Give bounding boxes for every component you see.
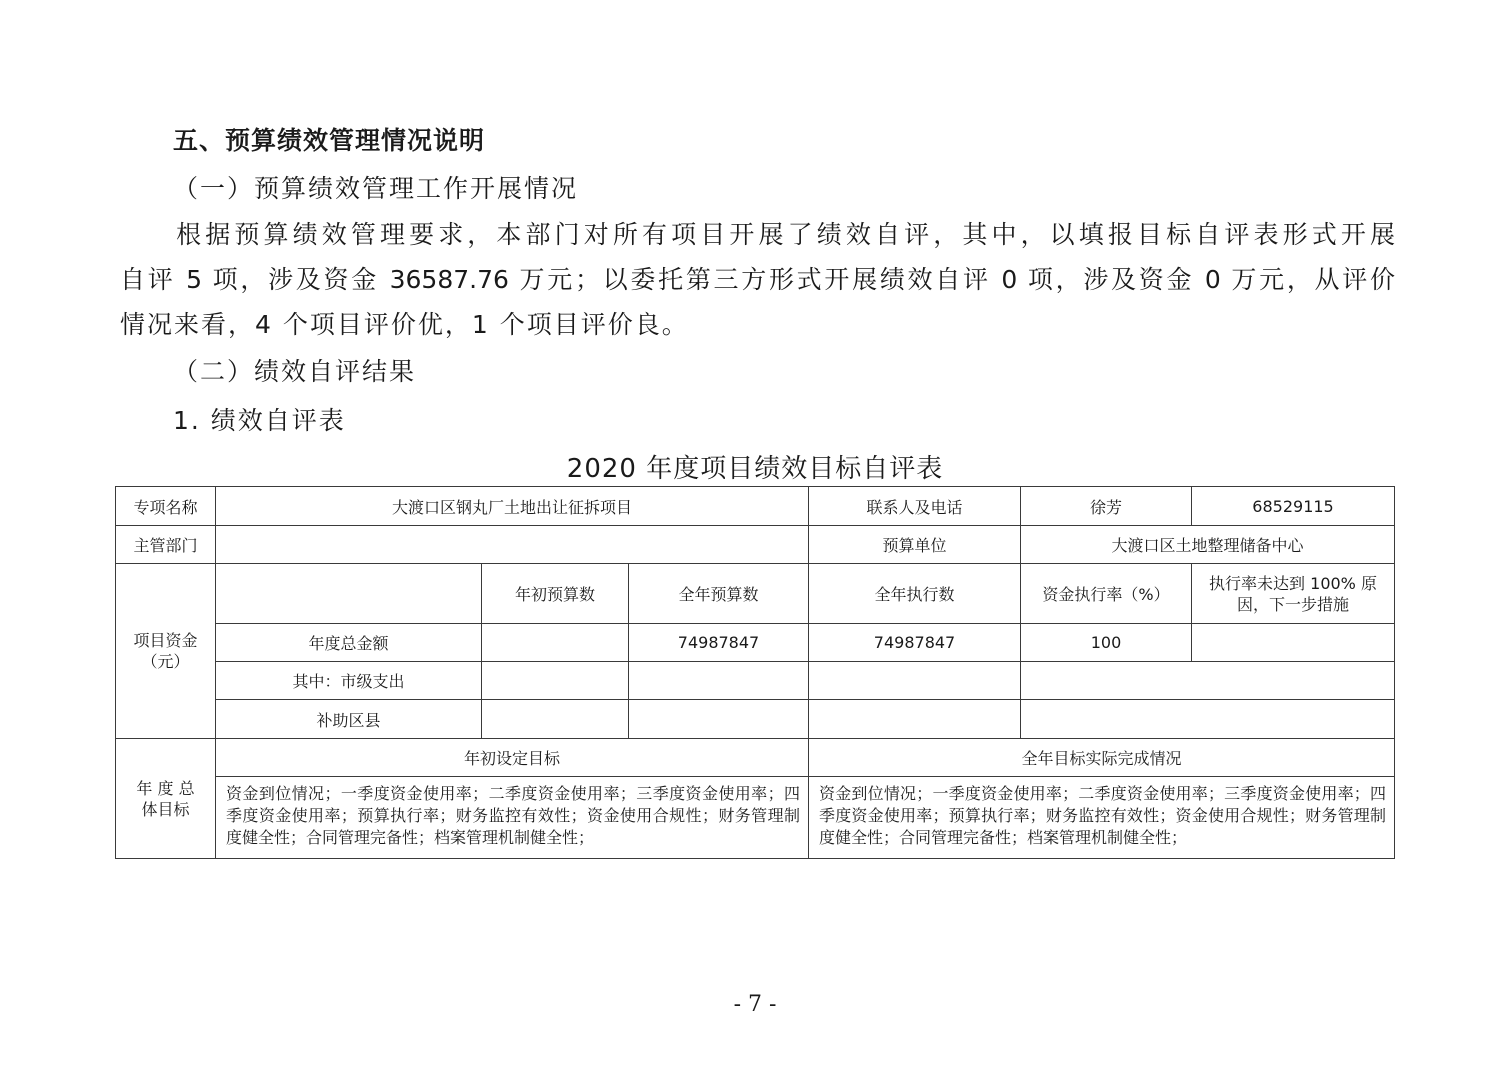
actual-goal-text: 资金到位情况；一季度资金使用率；二季度资金使用率；三季度资金使用率；四季度资金使用率；预算执行率；财务监控有效性；资金使用合规性；财务管理制度健全性；合同管理完备性；档案管理机制健全性； — [809, 777, 1395, 859]
row-label: 年度总金额 — [216, 624, 482, 662]
paragraph-line-1: 根据预算绩效管理要求，本部门对所有项目开展了绩效自评，其中，以填报目标自评表形式开展 — [172, 220, 1395, 249]
table-row — [116, 700, 1395, 739]
subheading-results: （二）绩效自评结果 — [173, 357, 417, 386]
actual-goal-header: 全年目标实际完成情况 — [809, 739, 1395, 777]
self-evaluation-table — [115, 486, 1395, 859]
row-exec — [809, 700, 1021, 739]
row-exec: 74987847 — [809, 624, 1021, 662]
col-rate-header: 资金执行率（%） — [1021, 564, 1192, 624]
row-reason — [1192, 624, 1395, 662]
project-name-label: 专项名称 — [116, 487, 216, 526]
budget-unit-label: 预算单位 — [809, 526, 1021, 564]
table-title: 2020 年度项目绩效目标自评表 — [566, 454, 944, 484]
row-initial — [482, 662, 629, 700]
row-rate — [1021, 700, 1395, 739]
dept-value — [216, 526, 809, 564]
row-initial — [482, 700, 629, 739]
initial-goal-header: 年初设定目标 — [216, 739, 809, 777]
subheading-work: （一）预算绩效管理工作开展情况 — [173, 174, 579, 203]
table-row — [116, 564, 1395, 624]
table-row — [116, 526, 1395, 564]
paragraph-line-2: 自评 5 项，涉及资金 36587.76 万元；以委托第三方形式开展绩效自评 0 项，涉及资金 0 万元，从评价 — [120, 265, 1395, 294]
col-full-header: 全年预算数 — [629, 564, 809, 624]
contact-label: 联系人及电话 — [809, 487, 1021, 526]
col-exec-header: 全年执行数 — [809, 564, 1021, 624]
row-full — [629, 700, 809, 739]
row-rate: 100 — [1021, 624, 1192, 662]
col-reason-header: 执行率未达到 100% 原因，下一步措施 — [1192, 564, 1395, 624]
annual-goal-label: 年 度 总体目标 — [116, 739, 216, 859]
empty-cell — [216, 564, 482, 624]
row-initial — [482, 624, 629, 662]
section-heading: 五、预算绩效管理情况说明 — [173, 126, 486, 155]
row-full — [629, 662, 809, 700]
contact-phone: 68529115 — [1192, 487, 1395, 526]
row-rate — [1021, 662, 1395, 700]
page-number: - 7 - — [733, 992, 777, 1017]
subheading-table: 1. 绩效自评表 — [173, 406, 346, 435]
col-initial-header: 年初预算数 — [482, 564, 629, 624]
table-row — [116, 662, 1395, 700]
table-row — [116, 739, 1395, 777]
budget-unit-value: 大渡口区土地整理储备中心 — [1021, 526, 1395, 564]
summary-paragraph — [120, 212, 1395, 347]
row-label: 其中：市级支出 — [216, 662, 482, 700]
contact-name: 徐芳 — [1021, 487, 1192, 526]
table-row — [116, 777, 1395, 859]
table-row — [116, 487, 1395, 526]
funds-label: 项目资金（元） — [116, 564, 216, 739]
paragraph-line-3: 情况来看，4 个项目评价优，1 个项目评价良。 — [120, 310, 689, 339]
table-row — [116, 624, 1395, 662]
initial-goal-text: 资金到位情况；一季度资金使用率；二季度资金使用率；三季度资金使用率；四季度资金使用率；预算执行率；财务监控有效性；资金使用合规性；财务管理制度健全性；合同管理完备性；档案管理机制健全性； — [216, 777, 809, 859]
row-exec — [809, 662, 1021, 700]
project-name-value: 大渡口区钢丸厂土地出让征拆项目 — [216, 487, 809, 526]
row-label: 补助区县 — [216, 700, 482, 739]
row-full: 74987847 — [629, 624, 809, 662]
dept-label: 主管部门 — [116, 526, 216, 564]
